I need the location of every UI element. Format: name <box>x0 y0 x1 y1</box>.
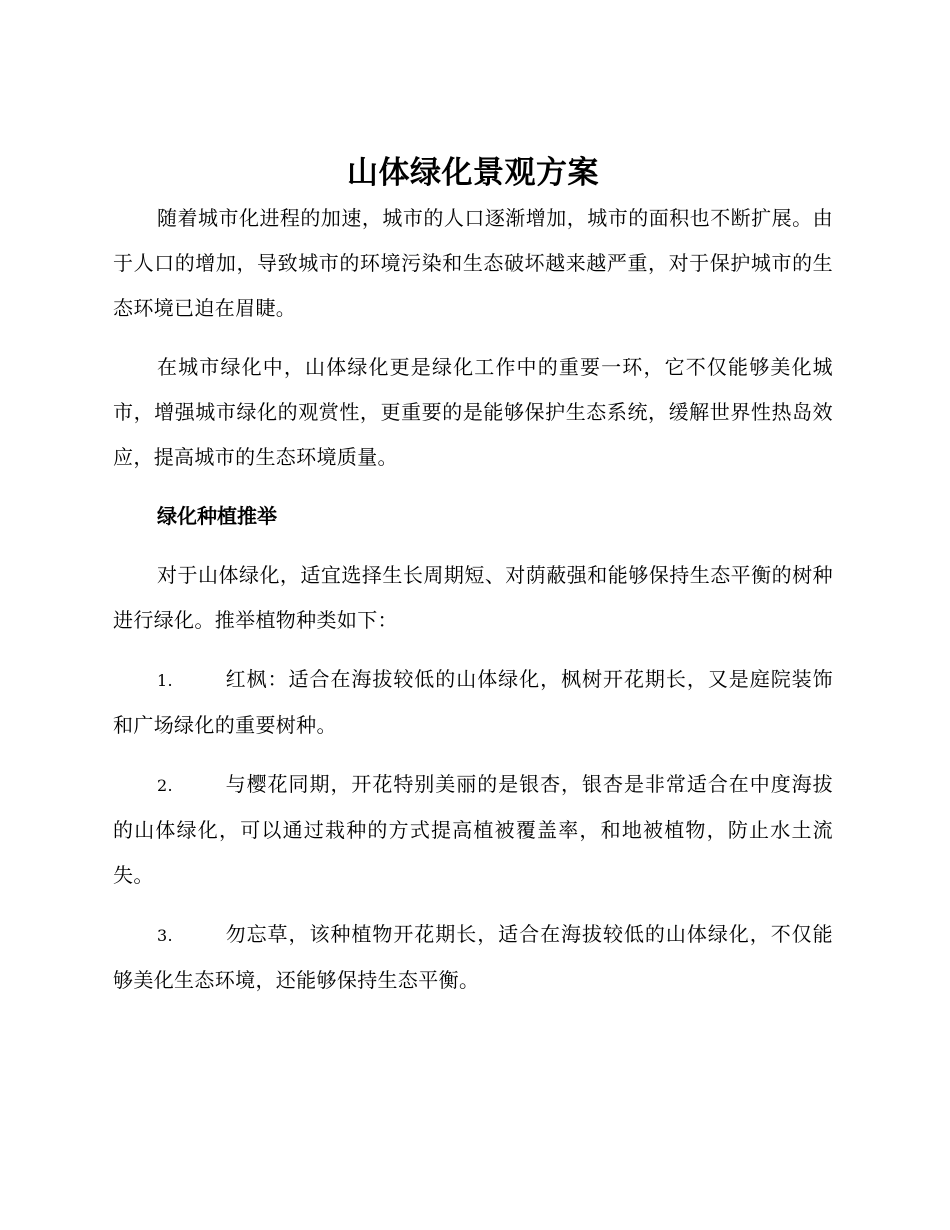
list-number: 1. <box>157 671 173 690</box>
list-item-text: 勿忘草，该种植物开花期长，适合在海拔较低的山体绿化，不仅能够美化生态环境，还能够保持生态平衡。 <box>113 922 833 992</box>
list-item-1 <box>113 657 833 748</box>
document-title: 山体绿化景观方案 <box>347 155 599 191</box>
list-number: 2. <box>157 776 173 795</box>
list-item-3 <box>113 912 833 1003</box>
list-item-2 <box>113 762 833 898</box>
section-heading: 绿化种植推举 <box>157 504 277 528</box>
document-body <box>113 150 833 1017</box>
list-number: 3. <box>157 926 173 945</box>
list-item-text: 与樱花同期，开花特别美丽的是银杏，银杏是非常适合在中度海拔的山体绿化，可以通过栽种的方式提高植被覆盖率，和地被植物，防止水土流失。 <box>113 772 833 887</box>
body-paragraph: 在城市绿化中，山体绿化更是绿化工作中的重要一环，它不仅能够美化城市，增强城市绿化的观赏性，更重要的是能够保护生态系统，缓解世界性热岛效应，提高城市的生态环境质量。 <box>113 355 833 469</box>
intro-paragraph: 随着城市化进程的加速，城市的人口逐渐增加，城市的面积也不断扩展。由于人口的增加，导致城市的环境污染和生态破坏越来越严重，对于保护城市的生态环境已迫在眉睫。 <box>113 206 833 320</box>
section-intro-paragraph: 对于山体绿化，适宜选择生长周期短、对荫蔽强和能够保持生态平衡的树种进行绿化。推举植物种类如下： <box>113 563 833 632</box>
list-item-text: 红枫：适合在海拔较低的山体绿化，枫树开花期长，又是庭院装饰和广场绿化的重要树种。 <box>113 667 833 737</box>
